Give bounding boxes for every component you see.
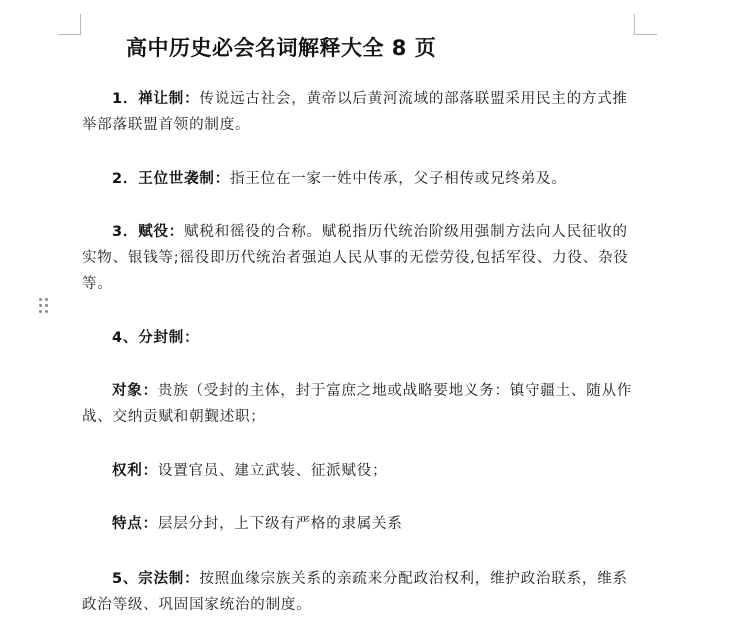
page-corner-top-right <box>634 14 657 35</box>
entry-term: 1．禅让制： <box>112 91 200 107</box>
entry-term: 2．王位世袭制： <box>112 171 230 187</box>
entry-fenfeng-heading <box>82 325 642 351</box>
entry-zongfa <box>82 566 642 618</box>
drag-handle-icon[interactable] <box>38 298 50 316</box>
entry-term: 权利： <box>112 463 158 479</box>
entry-fenfeng-duixiang <box>82 378 642 430</box>
entry-fenfeng-tedian <box>82 511 642 537</box>
entry-fuyi <box>82 219 642 297</box>
entry-term: 特点： <box>112 516 158 532</box>
entry-term: 5、宗法制： <box>112 571 200 587</box>
entry-text: 设置官员、建立武装、征派赋役； <box>157 463 388 479</box>
entry-text: 贵族（受封的主体，封于富庶之地或战略要地义务：镇守疆土、随从作战、交纳贡赋和朝觐述职； <box>82 383 633 425</box>
entry-term: 4、分封制： <box>112 330 200 346</box>
entry-fenfeng-quanli <box>82 458 642 484</box>
document-title: 高中历史必会名词解释大全 8 页 <box>126 36 437 60</box>
entry-term: 3．赋役： <box>112 224 185 240</box>
entry-wangwei-shixi <box>82 166 642 192</box>
entry-text: 传说远古社会，黄帝以后黄河流域的部落联盟采用民主的方式推举部落联盟首领的制度。 <box>82 91 628 133</box>
entry-text: 层层分封，上下级有严格的隶属关系 <box>157 516 403 532</box>
page-corner-top-left <box>58 14 81 35</box>
entry-text: 按照血缘宗族关系的亲疏来分配政治权利，维护政治联系，维系政治等级、巩固国家统治的制度。 <box>82 571 628 613</box>
entry-text: 赋税和徭役的合称。赋税指历代统治阶级用强制方法向人民征收的实物、银钱等;徭役即历代统治者强迫人民从事的无偿劳役,包括军役、力役、杂役等。 <box>82 224 629 292</box>
entry-text: 指王位在一家一姓中传承，父子相传或兄终弟及。 <box>230 171 567 187</box>
entry-shanrang <box>82 86 642 138</box>
entry-term: 对象： <box>112 383 158 399</box>
